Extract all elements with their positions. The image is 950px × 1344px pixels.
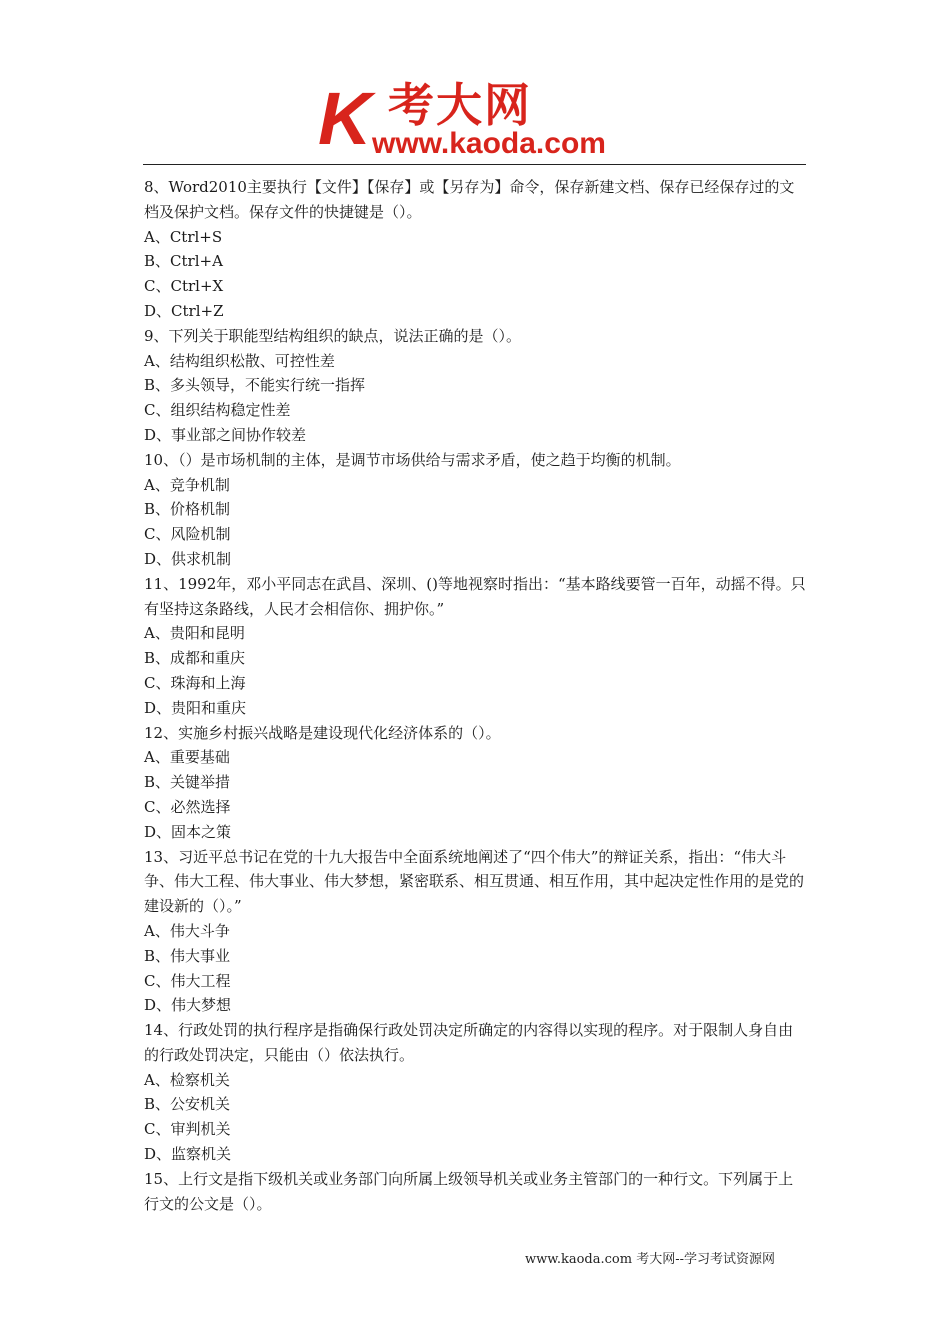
answer-option: A、结构组织松散、可控性差 [144, 351, 335, 370]
answer-option: D、监察机关 [144, 1145, 232, 1164]
logo-url: www.kaoda.com [372, 127, 606, 160]
answer-option: B、关键举措 [144, 773, 231, 792]
page-footer: www.kaoda.com 考大网--学习考试资源网 [525, 1252, 775, 1267]
answer-option: C、伟大工程 [144, 971, 231, 990]
answer-option: B、价格机制 [144, 500, 231, 519]
header-divider [143, 164, 806, 165]
question-block [144, 324, 808, 448]
question-block [144, 1167, 808, 1217]
answer-option: C、风险机制 [144, 525, 231, 544]
question-stem: 13、习近平总书记在党的十九大报告中全面系统地阐述了“四个伟大”的辩证关系，指出：“伟大斗争、伟大工程、伟大事业、伟大梦想，紧密联系、相互贯通、相互作用，其中起决定性作用的是党的建设新的（）。” [144, 847, 805, 916]
answer-option: A、伟大斗争 [144, 921, 230, 940]
question-block [144, 448, 808, 572]
answer-option: D、供求机制 [144, 549, 232, 568]
answer-option: A、竞争机制 [144, 475, 230, 494]
answer-option: A、Ctrl+S [144, 227, 223, 246]
answer-option: D、事业部之间协作较差 [144, 425, 307, 444]
question-stem: 10、（）是市场机制的主体，是调节市场供给与需求矛盾，使之趋于均衡的机制。 [144, 450, 681, 469]
logo-k-mark: K [318, 77, 372, 160]
answer-option: C、必然选择 [144, 797, 231, 816]
answer-option: B、成都和重庆 [144, 649, 246, 668]
question-block [144, 175, 808, 324]
kaoda-logo [318, 77, 648, 160]
question-list [144, 175, 808, 1216]
question-stem: 14、行政处罚的执行程序是指确保行政处罚决定所确定的内容得以实现的程序。对于限制人身自由的行政处罚决定，只能由（）依法执行。 [144, 1021, 794, 1064]
question-stem: 12、实施乡村振兴战略是建设现代化经济体系的（）。 [144, 723, 501, 742]
question-block [144, 845, 808, 1019]
logo-chinese-name: 考大网 [388, 78, 532, 132]
question-stem: 9、下列关于职能型结构组织的缺点，说法正确的是（）。 [144, 326, 522, 345]
question-stem: 15、上行文是指下级机关或业务部门向所属上级领导机关或业务主管部门的一种行文。下列属于上行文的公文是（）。 [144, 1169, 794, 1213]
question-block [144, 572, 808, 721]
answer-option: B、Ctrl+A [144, 252, 223, 271]
answer-option: C、珠海和上海 [144, 673, 246, 692]
question-block [144, 721, 808, 845]
answer-option: D、伟大梦想 [144, 996, 232, 1015]
question-stem: 11、1992年，邓小平同志在武昌、深圳、()等地视察时指出：“基本路线要管一百年，动摇不得。只有坚持这条路线，人民才会相信你、拥护你。” [144, 574, 806, 618]
answer-option: C、审判机关 [144, 1120, 231, 1139]
answer-option: D、Ctrl+Z [144, 301, 224, 320]
question-block [144, 1018, 808, 1167]
answer-option: D、贵阳和重庆 [144, 698, 247, 717]
answer-option: B、伟大事业 [144, 946, 231, 965]
answer-option: B、多头领导，不能实行统一指挥 [144, 376, 366, 395]
answer-option: C、Ctrl+X [144, 277, 224, 296]
answer-option: A、重要基础 [144, 748, 230, 767]
answer-option: B、公安机关 [144, 1095, 231, 1114]
question-stem: 8、Word2010主要执行【文件】【保存】或【另存为】命令，保存新建文档、保存已经保存过的文档及保护文档。保存文件的快捷键是（）。 [144, 178, 795, 221]
answer-option: A、检察机关 [144, 1070, 230, 1089]
answer-option: D、固本之策 [144, 822, 232, 841]
answer-option: A、贵阳和昆明 [144, 624, 245, 643]
answer-option: C、组织结构稳定性差 [144, 401, 291, 420]
